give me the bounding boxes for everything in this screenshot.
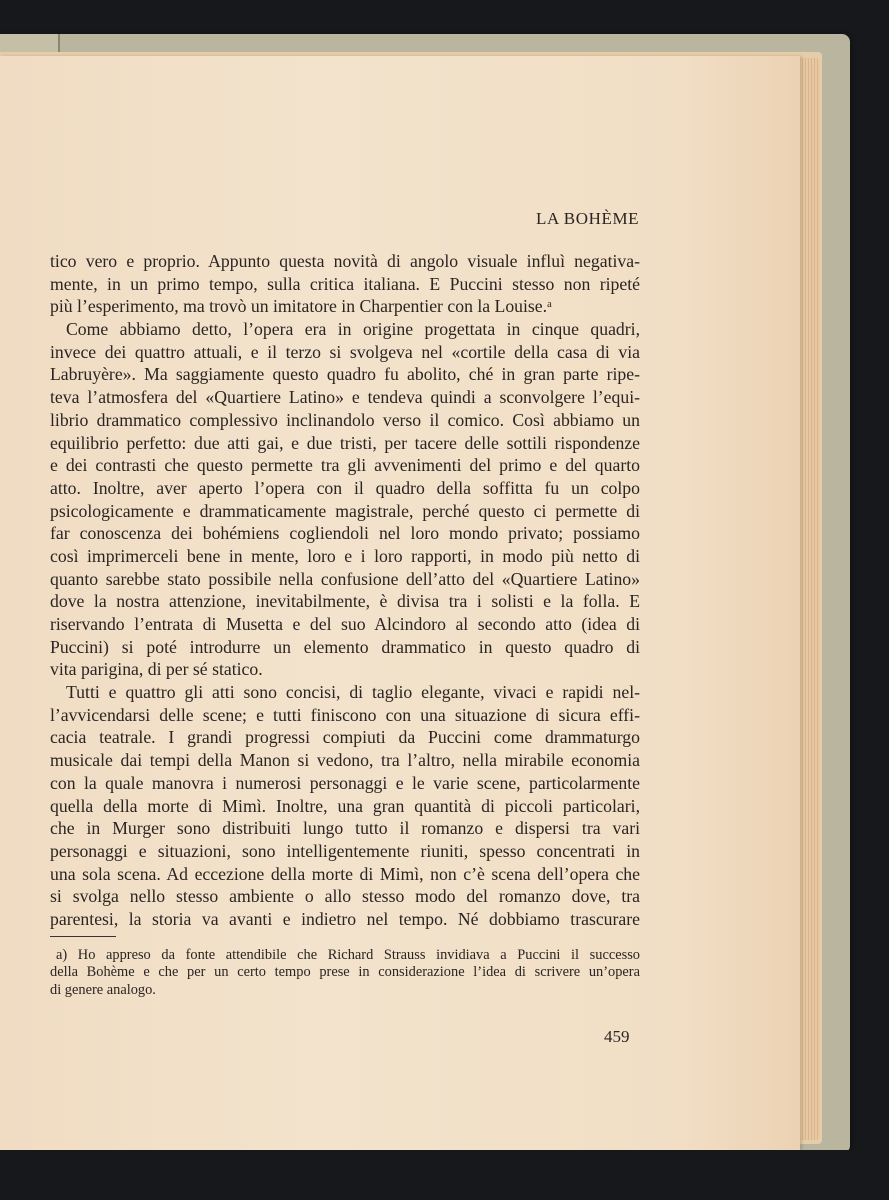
page-number: 459 [604,1027,630,1046]
footnote-line: di genere analogo. [50,981,156,998]
text-line: Tutti e quattro gli atti sono concisi, di taglio elegante, vivaci e rapidi nel- [66,682,640,703]
text-line: con la quale manovra i numerosi personaggi e le varie scene, particolarmente [50,772,640,793]
text-line: cacia teatrale. I grandi progressi compiuti da Puccini come drammaturgo [50,727,640,748]
text-line: librio drammatico complessivo inclinandolo verso il comico. Così abbiamo un [50,409,640,430]
background-bottom [0,1150,889,1200]
text-line: riservando l’entrata di Musetta e del suo Alcindoro al secondo atto (idea di [50,614,640,634]
text-line: quanto sarebbe stato possibile nella confusione dell’atto del «Quartiere Latino» [50,568,640,589]
footnotes [50,947,640,999]
text-line: parentesi, la storia va avanti e indietro nel tempo. Né dobbiamo trascurare [50,908,640,929]
text-line: più l’esperimento, ma trovò un imitatore in Charpentier con la Louise.ᵃ [50,296,552,317]
text-line: Puccini) si poté introdurre un elemento drammatico in questo quadro di [50,636,640,657]
text-line: così imprimerceli bene in mente, loro e i loro rapporti, in modo più netto di [50,545,640,566]
text-line: quella della morte di Mimì. Inoltre, una gran quantità di piccoli particolari, [50,795,640,816]
text-line: teva l’atmosfera del «Quartiere Latino» e tendeva quindi a sconvolgere l’equi- [50,387,640,408]
text-line: invece dei quattro attuali, e il terzo si svolgeva nel «cortile della casa di via [50,341,640,362]
footnote-rule [50,936,116,937]
running-head: LA BOHÈME [536,209,640,228]
book-page [0,56,800,1150]
text-line: personaggi e situazioni, sono intelligentemente riuniti, spesso concentrati in [50,840,640,861]
text-line: musicale dai tempi della Manon si vedono, tra l’altro, nella mirabile economia [50,750,640,771]
text-line: atto. Inoltre, aver aperto l’opera con il quadro della soffitta fu un colpo [50,477,640,498]
page-content [0,56,800,1150]
text-line: psicologicamente e drammaticamente magistrale, perché questo ci permette di [50,500,640,521]
body-text [50,250,640,931]
text-line: e dei contrasti che questo permette tra gli avvenimenti del primo e del quarto [50,455,640,476]
text-line: Labruyère». Ma saggiamente questo quadro fu abolito, ché in gran parte ripe- [50,364,640,385]
text-line: mente, in un primo tempo, sulla critica italiana. E Puccini stesso non ripeté [50,273,640,294]
text-line: Come abbiamo detto, l’opera era in origine progettata in cinque quadri, [66,319,640,340]
text-line: dove la nostra attenzione, inevitabilmente, è divisa tra i solisti e la folla. E [50,591,640,612]
footnote-line: a) Ho appreso da fonte attendibile che Richard Strauss invidiava a Puccini il successo [56,947,640,963]
text-line: l’avvicendarsi delle scene; e tutti finiscono con una situazione di sicura effi- [50,704,640,725]
footnote-line: della Bohème e che per un certo tempo prese in considerazione l’idea di scrivere un’opera [50,964,640,981]
text-line: equilibrio perfetto: due atti gai, e due tristi, per tacere delle sottili rispondenze [50,432,640,453]
text-line: tico vero e proprio. Appunto questa novità di angolo visuale influì negativa- [50,251,640,271]
text-line: si svolga nello stesso ambiente o allo stesso modo del romanzo dove, tra [50,886,640,907]
text-line: che in Murger sono distribuiti lungo tutto il romanzo e dispersi tra vari [50,818,640,839]
text-line: vita parigina, di per sé statico. [50,659,263,680]
text-line: una sola scena. Ad eccezione della morte di Mimì, non c’è scena dell’opera che [50,863,640,884]
text-line: far conoscenza dei bohémiens cogliendoli nel loro mondo privato; possiamo [50,523,640,544]
